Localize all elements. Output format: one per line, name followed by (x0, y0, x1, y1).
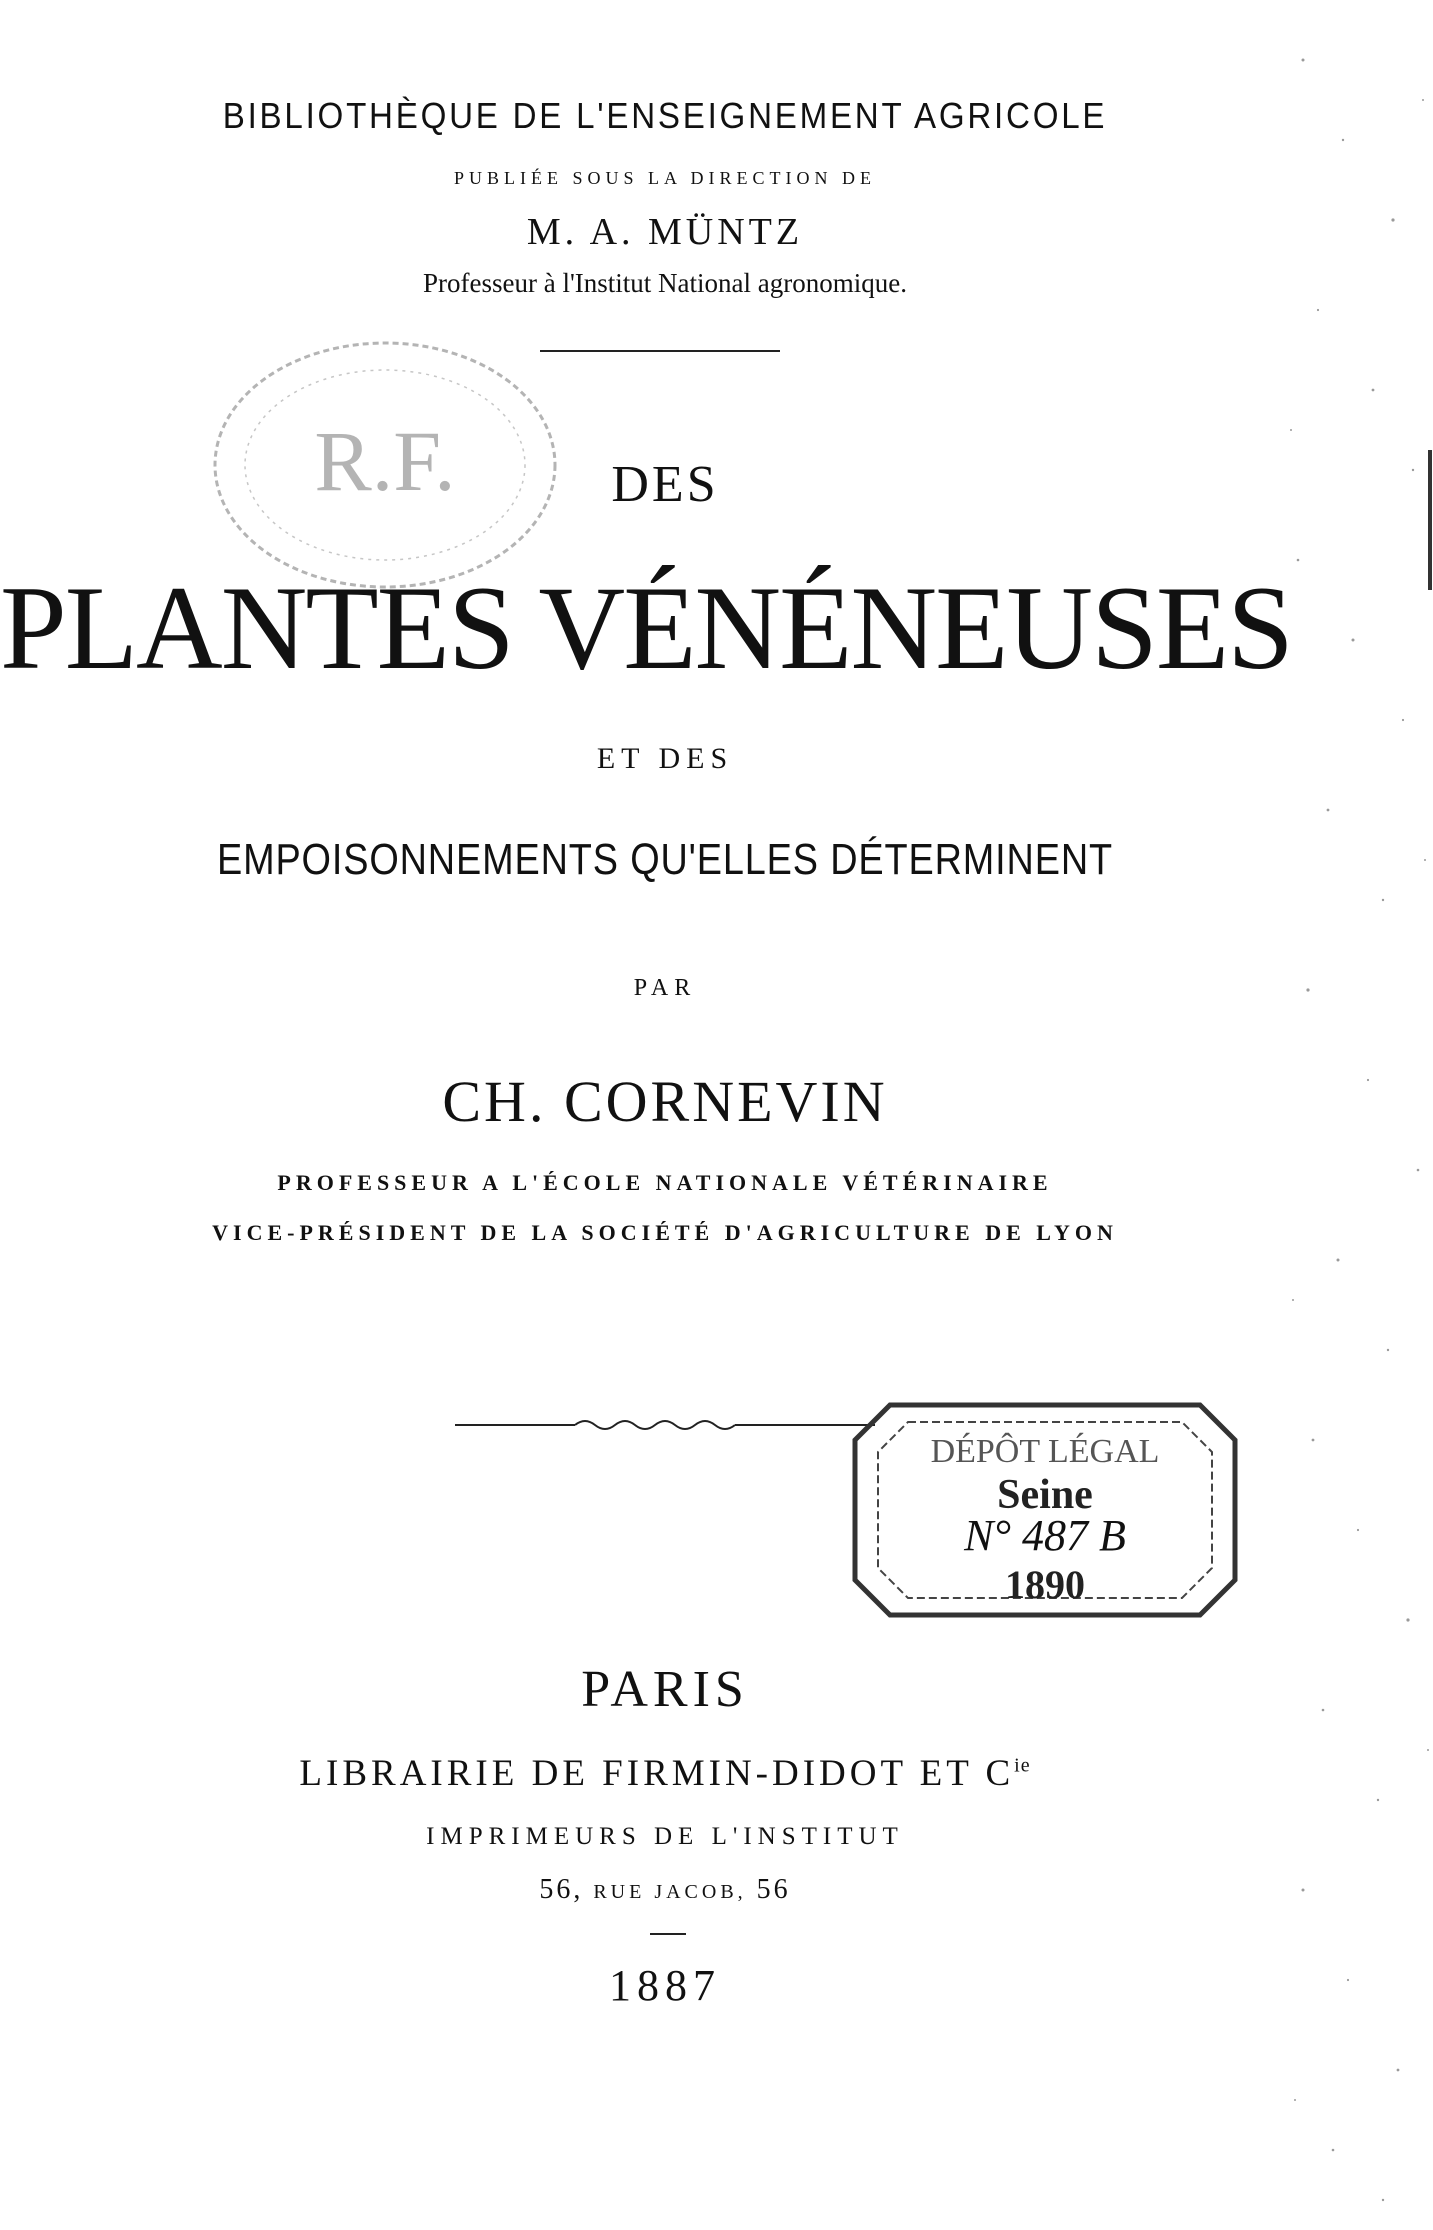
stamp-depot-line3: N° 487 B (964, 1511, 1126, 1560)
address-number-1: 56, (539, 1874, 584, 1905)
publisher (0, 1752, 1330, 1795)
stamp-depot-line1: DÉPÔT LÉGAL (930, 1433, 1160, 1470)
director-name: M. A. MÜNTZ (526, 211, 804, 253)
address-number-2: 56 (756, 1874, 791, 1905)
director-title: Professeur à l'Institut National agronomique. (422, 268, 907, 298)
subtitle: EMPOISONNEMENTS QU'ELLES DÉTERMINENT (216, 835, 1114, 884)
publisher-suffix: ie (1014, 1754, 1031, 1777)
address (0, 1874, 1330, 1906)
title-prefix: DES (611, 456, 719, 513)
title-connector: ET DES (596, 742, 734, 775)
main-title: PLANTES VÉNÉNEUSES (0, 561, 1292, 694)
series-title: BIBLIOTHÈQUE DE L'ENSEIGNEMENT AGRICOLE (222, 95, 1108, 136)
address-street: RUE JACOB, (593, 1881, 747, 1903)
year-rule (650, 1933, 686, 1935)
publisher-name: LIBRAIRIE DE FIRMIN-DIDOT ET C (299, 1753, 1015, 1794)
stamp-rf-text: R.F. (314, 413, 456, 509)
stamp-depot-line4: 1890 (1005, 1562, 1085, 1607)
divider-rule (540, 350, 780, 352)
city: PARIS (581, 1661, 749, 1718)
author-title-2: VICE-PRÉSIDENT DE LA SOCIÉTÉ D'AGRICULTURE DE LYON (212, 1220, 1118, 1245)
publication-year: 1887 (609, 1961, 721, 2010)
stamp-depot-line2: Seine (997, 1472, 1093, 1518)
ornamental-divider (455, 1410, 875, 1440)
printers: IMPRIMEURS DE L'INSTITUT (426, 1823, 904, 1850)
author-title-1: PROFESSEUR A L'ÉCOLE NATIONALE VÉTÉRINAIRE (277, 1170, 1053, 1195)
depot-legal-stamp (850, 1400, 1240, 1620)
by-label: PAR (633, 975, 697, 1001)
author-name: CH. CORNEVIN (442, 1069, 888, 1134)
published-under-label: PUBLIÉE SOUS LA DIRECTION DE (454, 168, 876, 188)
